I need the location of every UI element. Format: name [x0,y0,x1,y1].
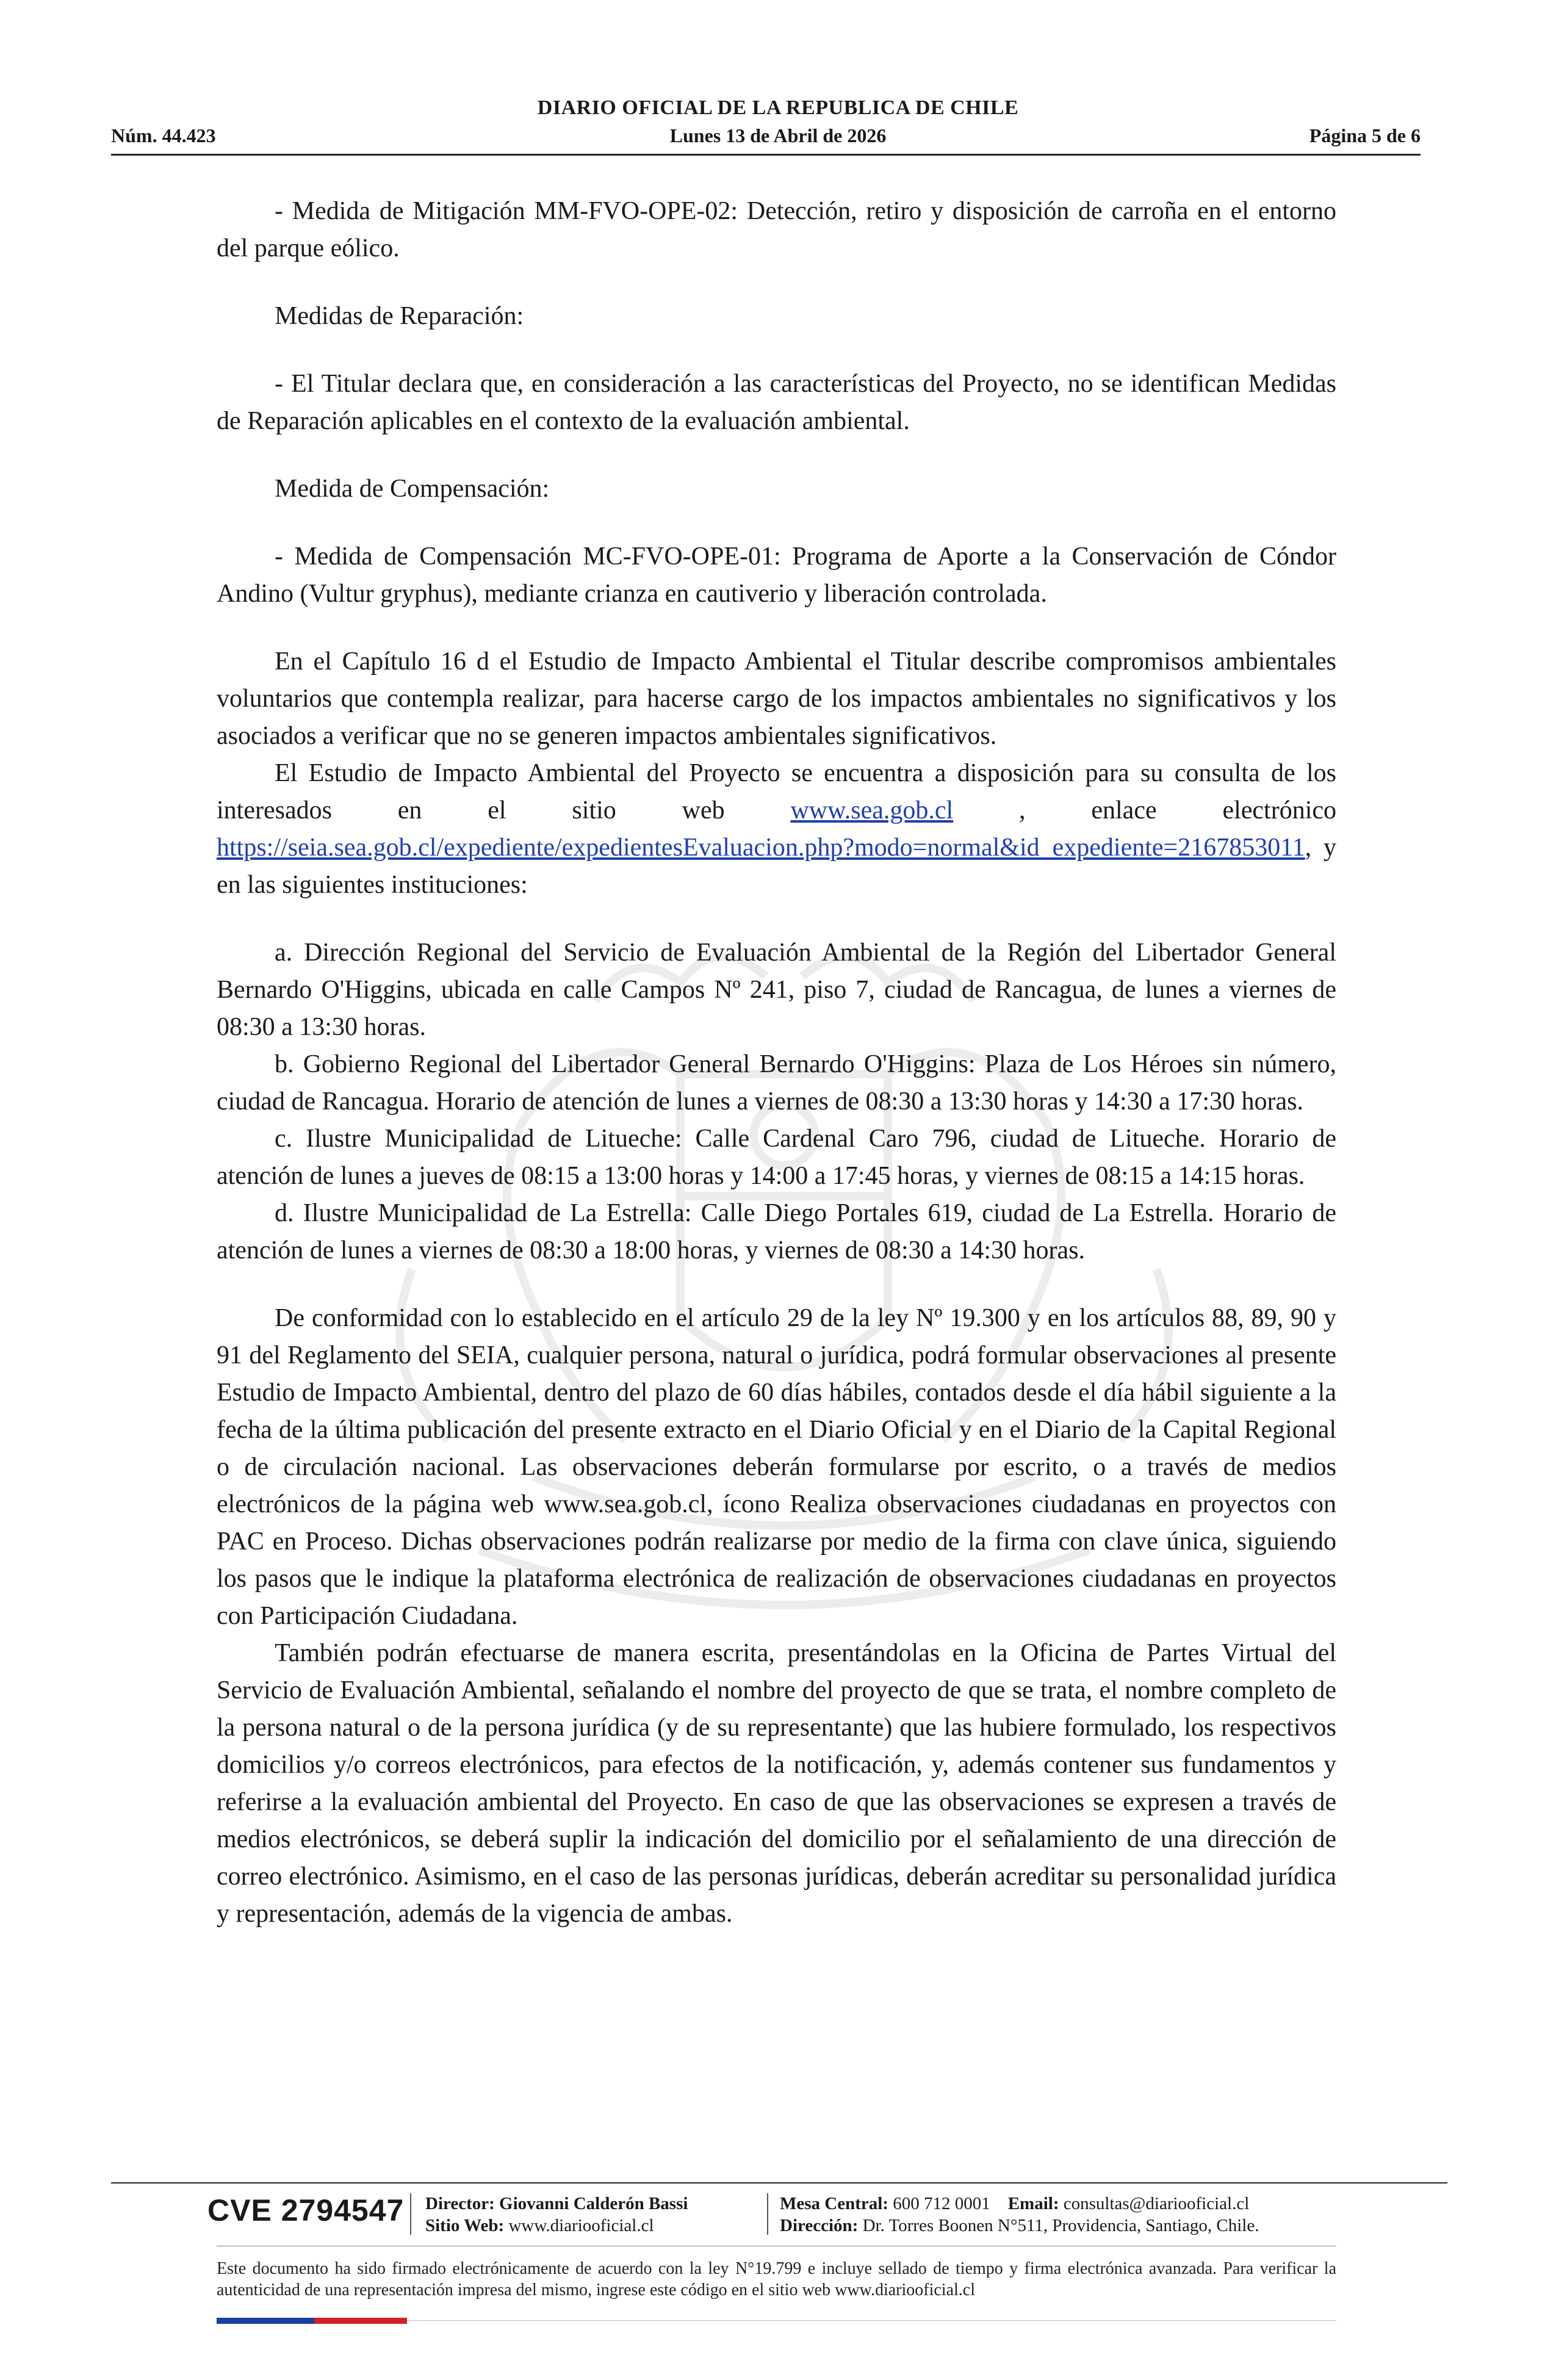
newspaper-title: DIARIO OFICIAL DE LA REPUBLICA DE CHILE [537,96,1019,119]
address-label: Dirección: [780,2216,859,2235]
observations-paragraph: De conformidad con lo establecido en el artículo 29 de la ley Nº 19.300 y en los artículos 88, 89, 90 y 91 del Reglamento del SEIA, cualquier persona, natural o jurídica, podrá formular observaciones al presente Estudio de Impacto Ambiental, dentro del plazo de 60 días hábiles, contados desde el día hábil siguiente a la fecha de la última publicación del presente extracto en el Diario Oficial y en el Diario de la Capital Regional o de circulación nacional. Las observaciones deberán formularse por escrito, o a través de medios electrónicos de la página web www.sea.gob.cl, ícono Realiza observaciones ciudadanas en proyectos con PAC en Proceso. Dichas observaciones podrán realizarse por medio de la firma con clave única, siguiendo los pasos que le indique la plataforma electrónica de realización de observaciones ciudadanas en proyectos con Participación Ciudadana. [217,1304,1336,1630]
page-number: Página 5 de 6 [1309,124,1421,146]
email-label: Email: [1007,2194,1059,2213]
repair-measures-heading: Medidas de Reparación: [275,302,524,330]
footer-separator [410,2193,411,2235]
director-info [425,2193,688,2237]
mesa-central-value: 600 712 0001 [893,2194,990,2213]
mesa-central-label: Mesa Central: [780,2194,888,2213]
flag-red-stripe [314,2318,407,2324]
institution-item-c: c. Ilustre Municipalidad de Litueche: Calle Cardenal Caro 796, ciudad de Litueche. Horario de atención de lunes a jueves de 08:15 a 13:00 horas y 14:00 a 17:45 horas, y viernes de 08:15 a 14:15 horas. [217,1125,1336,1190]
contact-info [780,2193,1259,2237]
email-value: consultas@diariooficial.cl [1063,2194,1250,2213]
availability-text-middle: , enlace electrónico [953,796,1337,824]
document-body [217,193,1336,1933]
legal-notice: Este documento ha sido firmado electrónicamente de acuerdo con la ley N°19.799 e incluye sellado de tiempo y firma electrónica avanzada. Para verificar la autenticidad de una representación impresa del mismo, ingrese este código en el sitio web www.diariooficial.cl [217,2259,1336,2299]
compensation-paragraph: - Medida de Compensación MC-FVO-OPE-01: Programa de Aporte a la Conservación de Cóndor Andino (Vultur gryphus), mediante crianza en cautiverio y liberación controlada. [217,543,1336,608]
director-label: Director: [425,2194,495,2213]
institution-item-a: a. Dirección Regional del Servicio de Evaluación Ambiental de la Región del Libertador General Bernardo O'Higgins, ubicada en calle Campos Nº 241, piso 7, ciudad de Rancagua, de lunes a viernes de 08:30 a 13:30 horas. [217,939,1336,1041]
voluntary-commitments-paragraph: En el Capítulo 16 d el Estudio de Impacto Ambiental el Titular describe compromisos ambientales voluntarios que contempla realizar, para hacerse cargo de los impactos ambientales no significativos y los asociados a verificar que no se generen impactos ambientales significativos. [217,647,1336,750]
seia-expediente-link[interactable]: https://seia.sea.gob.cl/expediente/expedientesEvaluacion.php?modo=normal&id_expediente=2167853011 [217,834,1305,862]
website-label: Sitio Web: [425,2216,505,2235]
institution-item-d: d. Ilustre Municipalidad de La Estrella: Calle Diego Portales 619, ciudad de La Estrella. Horario de atención de lunes a viernes de 08:30 a 18:00 horas, y viernes de 08:30 a 14:30 horas. [217,1199,1336,1264]
sea-website-link[interactable]: www.sea.gob.cl [790,796,954,824]
issue-date: Lunes 13 de Abril de 2026 [669,124,887,146]
repair-measures-paragraph: - El Titular declara que, en consideración a las características del Proyecto, no se identifican Medidas de Reparación aplicables en el contexto de la evaluación ambiental. [217,370,1336,435]
flag-blue-stripe [217,2318,314,2324]
written-observations-paragraph: También podrán efectuarse de manera escrita, presentándolas en la Oficina de Partes Virtual del Servicio de Evaluación Ambiental, señalando el nombre del proyecto de que se trata, el nombre completo de la persona natural o de la persona jurídica (y de su representante) que las hubiere formulado, los respectivos domicilios y/o correos electrónicos, para efectos de la notificación, y, además contener sus fundamentos y referirse a la evaluación ambiental del Proyecto. En caso de que las observaciones se expresen a través de medios electrónicos, se deberá suplir la indicación del domicilio por el señalamiento de una dirección de correo electrónico. Asimismo, en el caso de las personas jurídicas, deberán acreditar su personalidad jurídica y representación, además de la vigencia de ambas. [217,1639,1336,1928]
director-name: Giovanni Calderón Bassi [499,2194,688,2213]
compensation-heading: Medida de Compensación: [275,475,550,503]
mitigation-measure-paragraph: - Medida de Mitigación MM-FVO-OPE-02: Detección, retiro y disposición de carroña en el entorno del parque eólico. [217,197,1336,262]
availability-text-end: , y en las siguientes instituciones: [217,834,1336,899]
cve-code: CVE 2794547 [207,2193,405,2227]
footer-separator [767,2193,768,2235]
availability-text-start: El Estudio de Impacto Ambiental del Proyecto se encuentra a disposición para su consulta de los interesados en el sitio web [217,759,1336,824]
availability-paragraph [217,755,1336,904]
header-divider [111,154,1421,156]
issue-number: Núm. 44.423 [111,124,216,146]
institution-item-b: b. Gobierno Regional del Libertador General Bernardo O'Higgins: Plaza de Los Héroes sin número, ciudad de Rancagua. Horario de atención de lunes a viernes de 08:30 a 13:30 horas y 14:30 a 17:30 horas. [217,1050,1336,1116]
footer-divider [111,2182,1447,2183]
address-value: Dr. Torres Boonen N°511, Providencia, Santiago, Chile. [862,2216,1259,2235]
website-value: www.diariooficial.cl [508,2216,654,2235]
